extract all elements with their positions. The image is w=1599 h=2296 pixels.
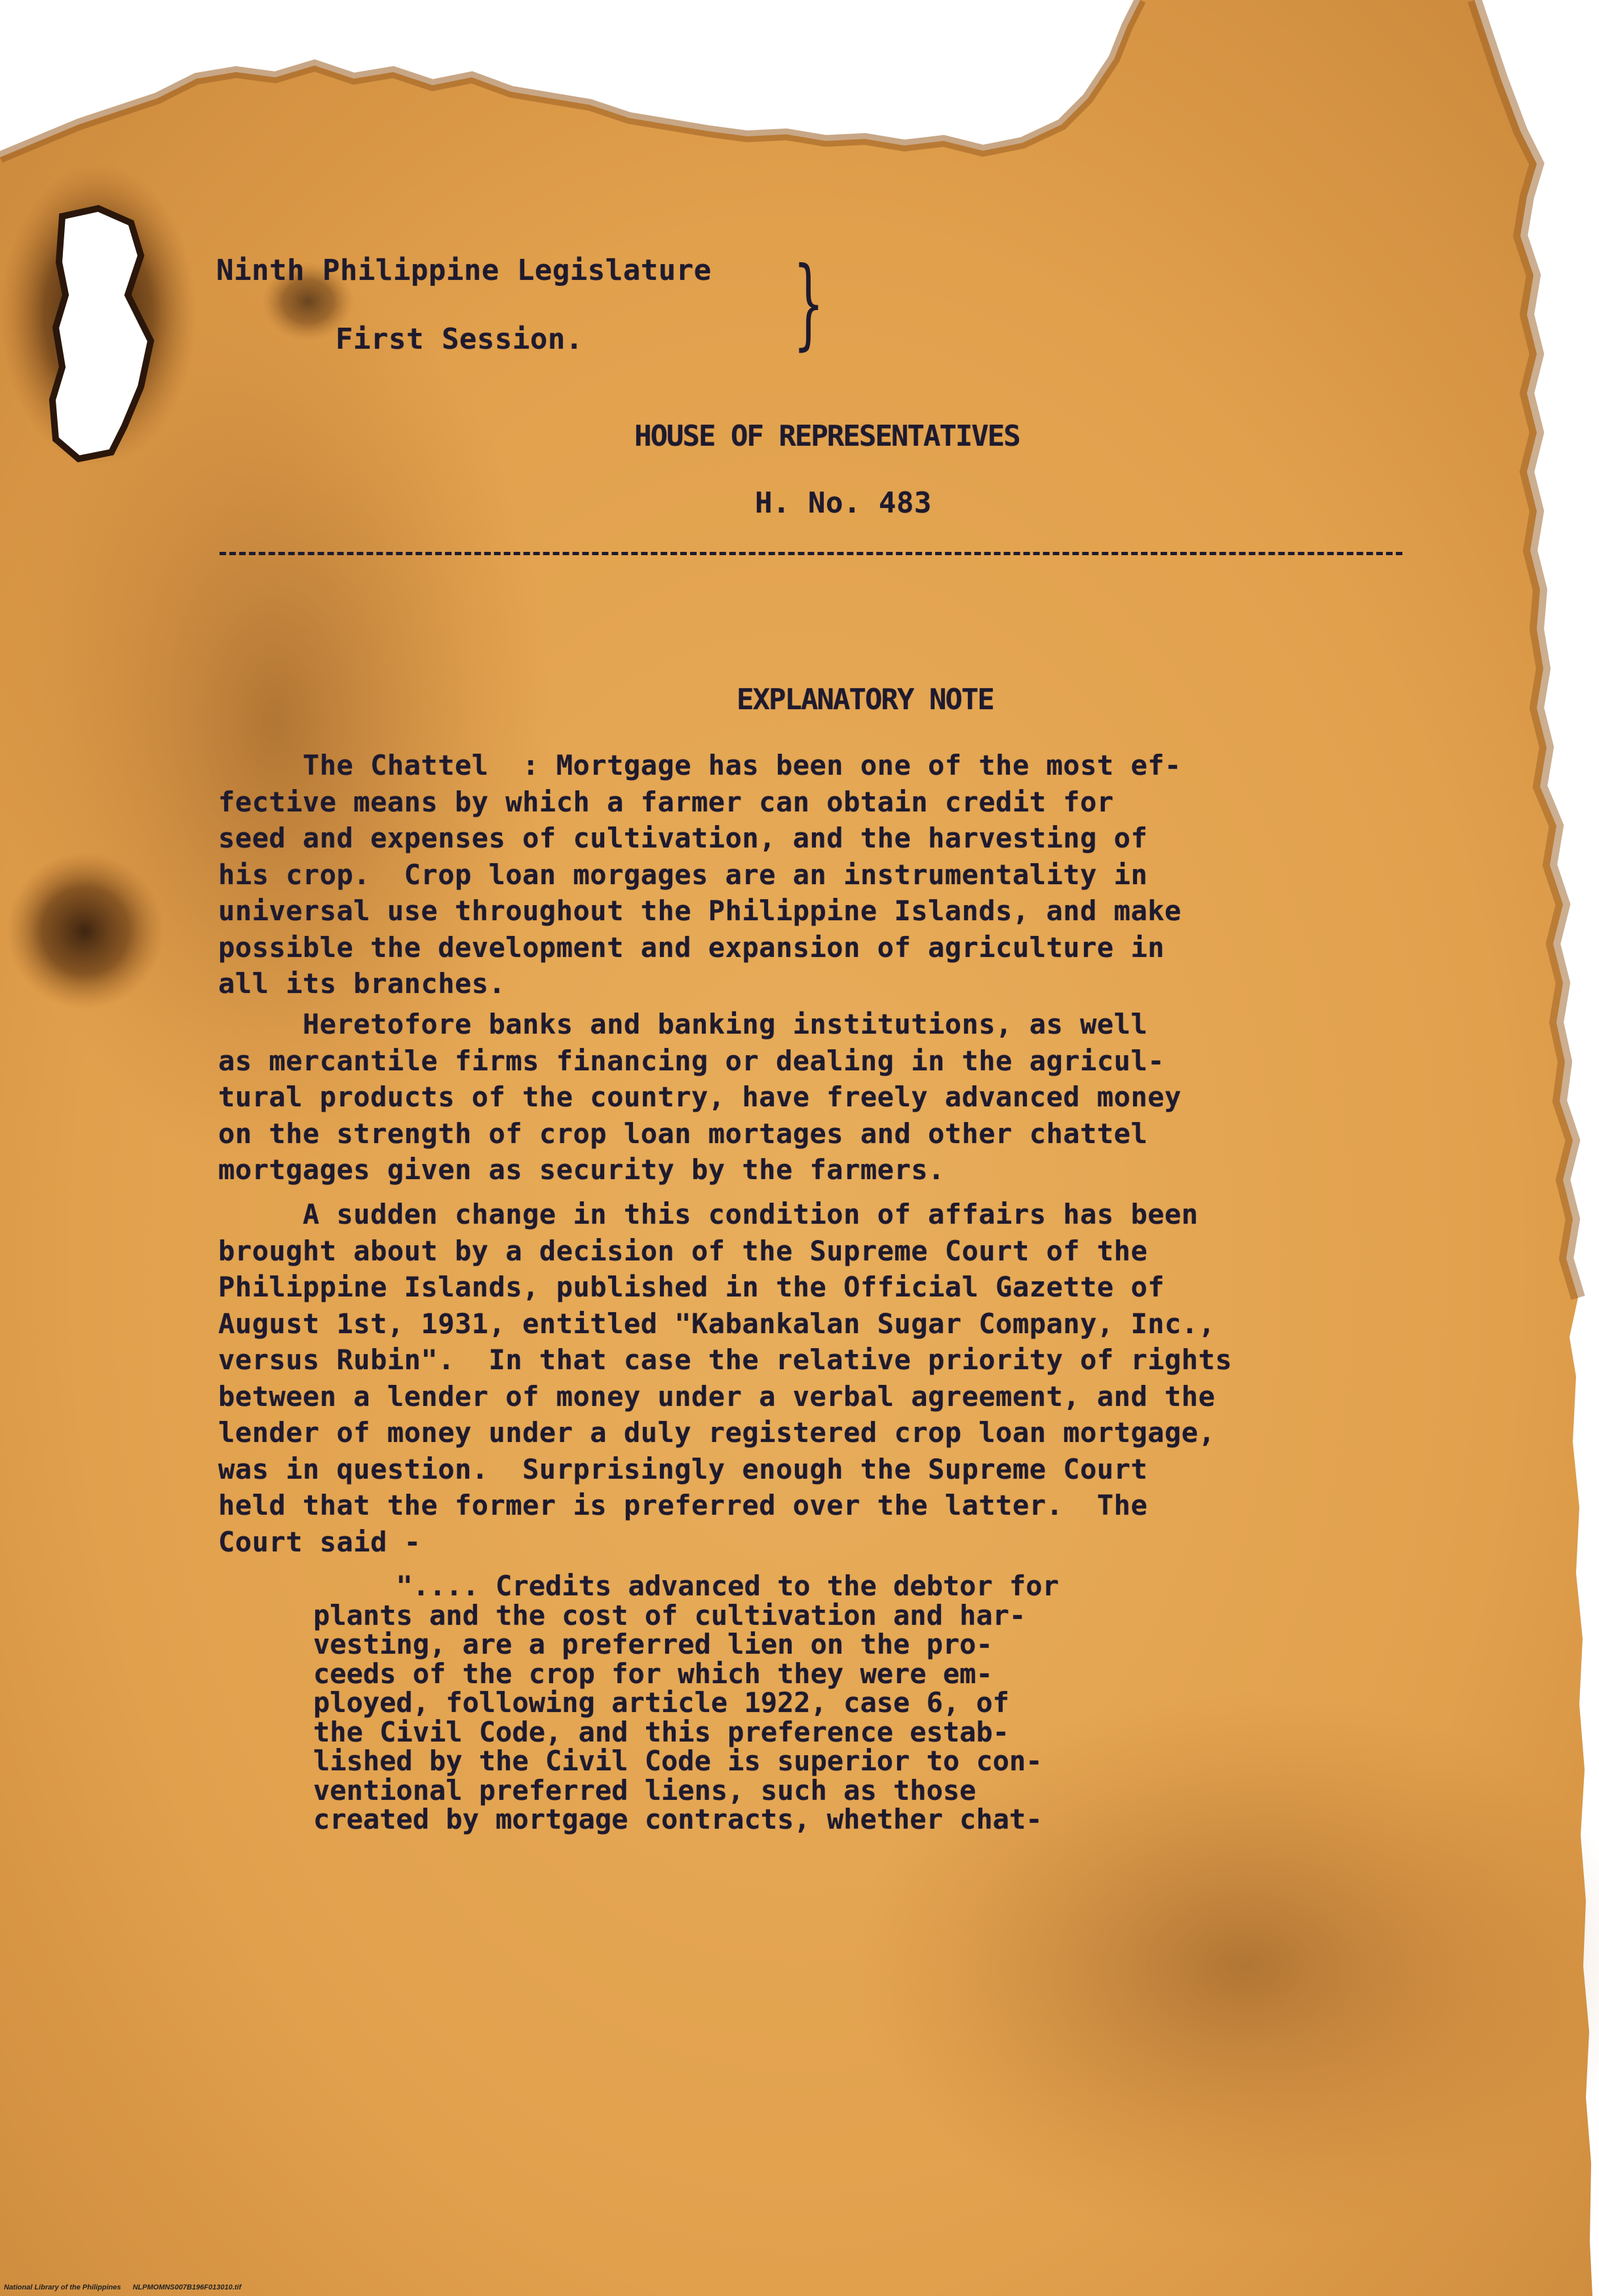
legislature-label: Ninth Philippine Legislature	[216, 254, 712, 287]
archive-footer	[4, 2284, 241, 2291]
dashed-separator	[220, 552, 1402, 555]
footer-library: National Library of the Philippines	[4, 2284, 121, 2291]
court-quotation: ".... Credits advanced to the debtor for plants and the cost of cultivation and har- vesting, are a preferred lien on the pro- ceeds of the crop for which they were em- ployed, following article 1922, case 6, of the Civil Code, and this preference estab- lished by the Civil Code is superior to con- ventional preferred liens, such as those created by mortgage contracts, whether chat-	[313, 1570, 1059, 1835]
paragraph-banks: Heretofore banks and banking institutions, as well as mercantile firms financing or dealing in the agricul- tural products of the country, have freely advanced money on the strength of crop loan mortages and other chattel mortgages given as security by the farmers.	[218, 1008, 1182, 1186]
bracket-brace: }	[793, 246, 824, 360]
paragraph-supreme-court: A sudden change in this condition of affairs has been brought about by a decision of the Supreme Court of the Philippine Islands, published in the Official Gazette of August 1st, 1931, entitled "Kabankalan Sugar Company, Inc., versus Rubin". In that case the relative priority of rights between a lender of money under a verbal agreement, and the lender of money under a duly registered crop loan mortgage, was in question. Surprisingly enough the Supreme Court held that the former is preferred over the latter. The Court said -	[218, 1198, 1233, 1558]
footer-file-ref: NLPMOMNS007B196F013010.tif	[132, 2284, 242, 2291]
explanatory-note-title: EXPLANATORY NOTE	[737, 683, 993, 716]
session-label: First Session.	[336, 322, 583, 356]
paragraph-chattel-mortgage: The Chattel : Mortgage has been one of the most ef- fective means by which a farmer can obtain credit for seed and expenses of cultivation, and the harvesting of his crop. Crop loan morgages are an instrumentality in universal use throughout the Philippine Islands, and make possible the development and expansion of agriculture in all its branches.	[218, 749, 1182, 1000]
bill-number: H. No. 483	[755, 486, 932, 520]
house-title: HOUSE OF REPRESENTATIVES	[634, 419, 1020, 453]
